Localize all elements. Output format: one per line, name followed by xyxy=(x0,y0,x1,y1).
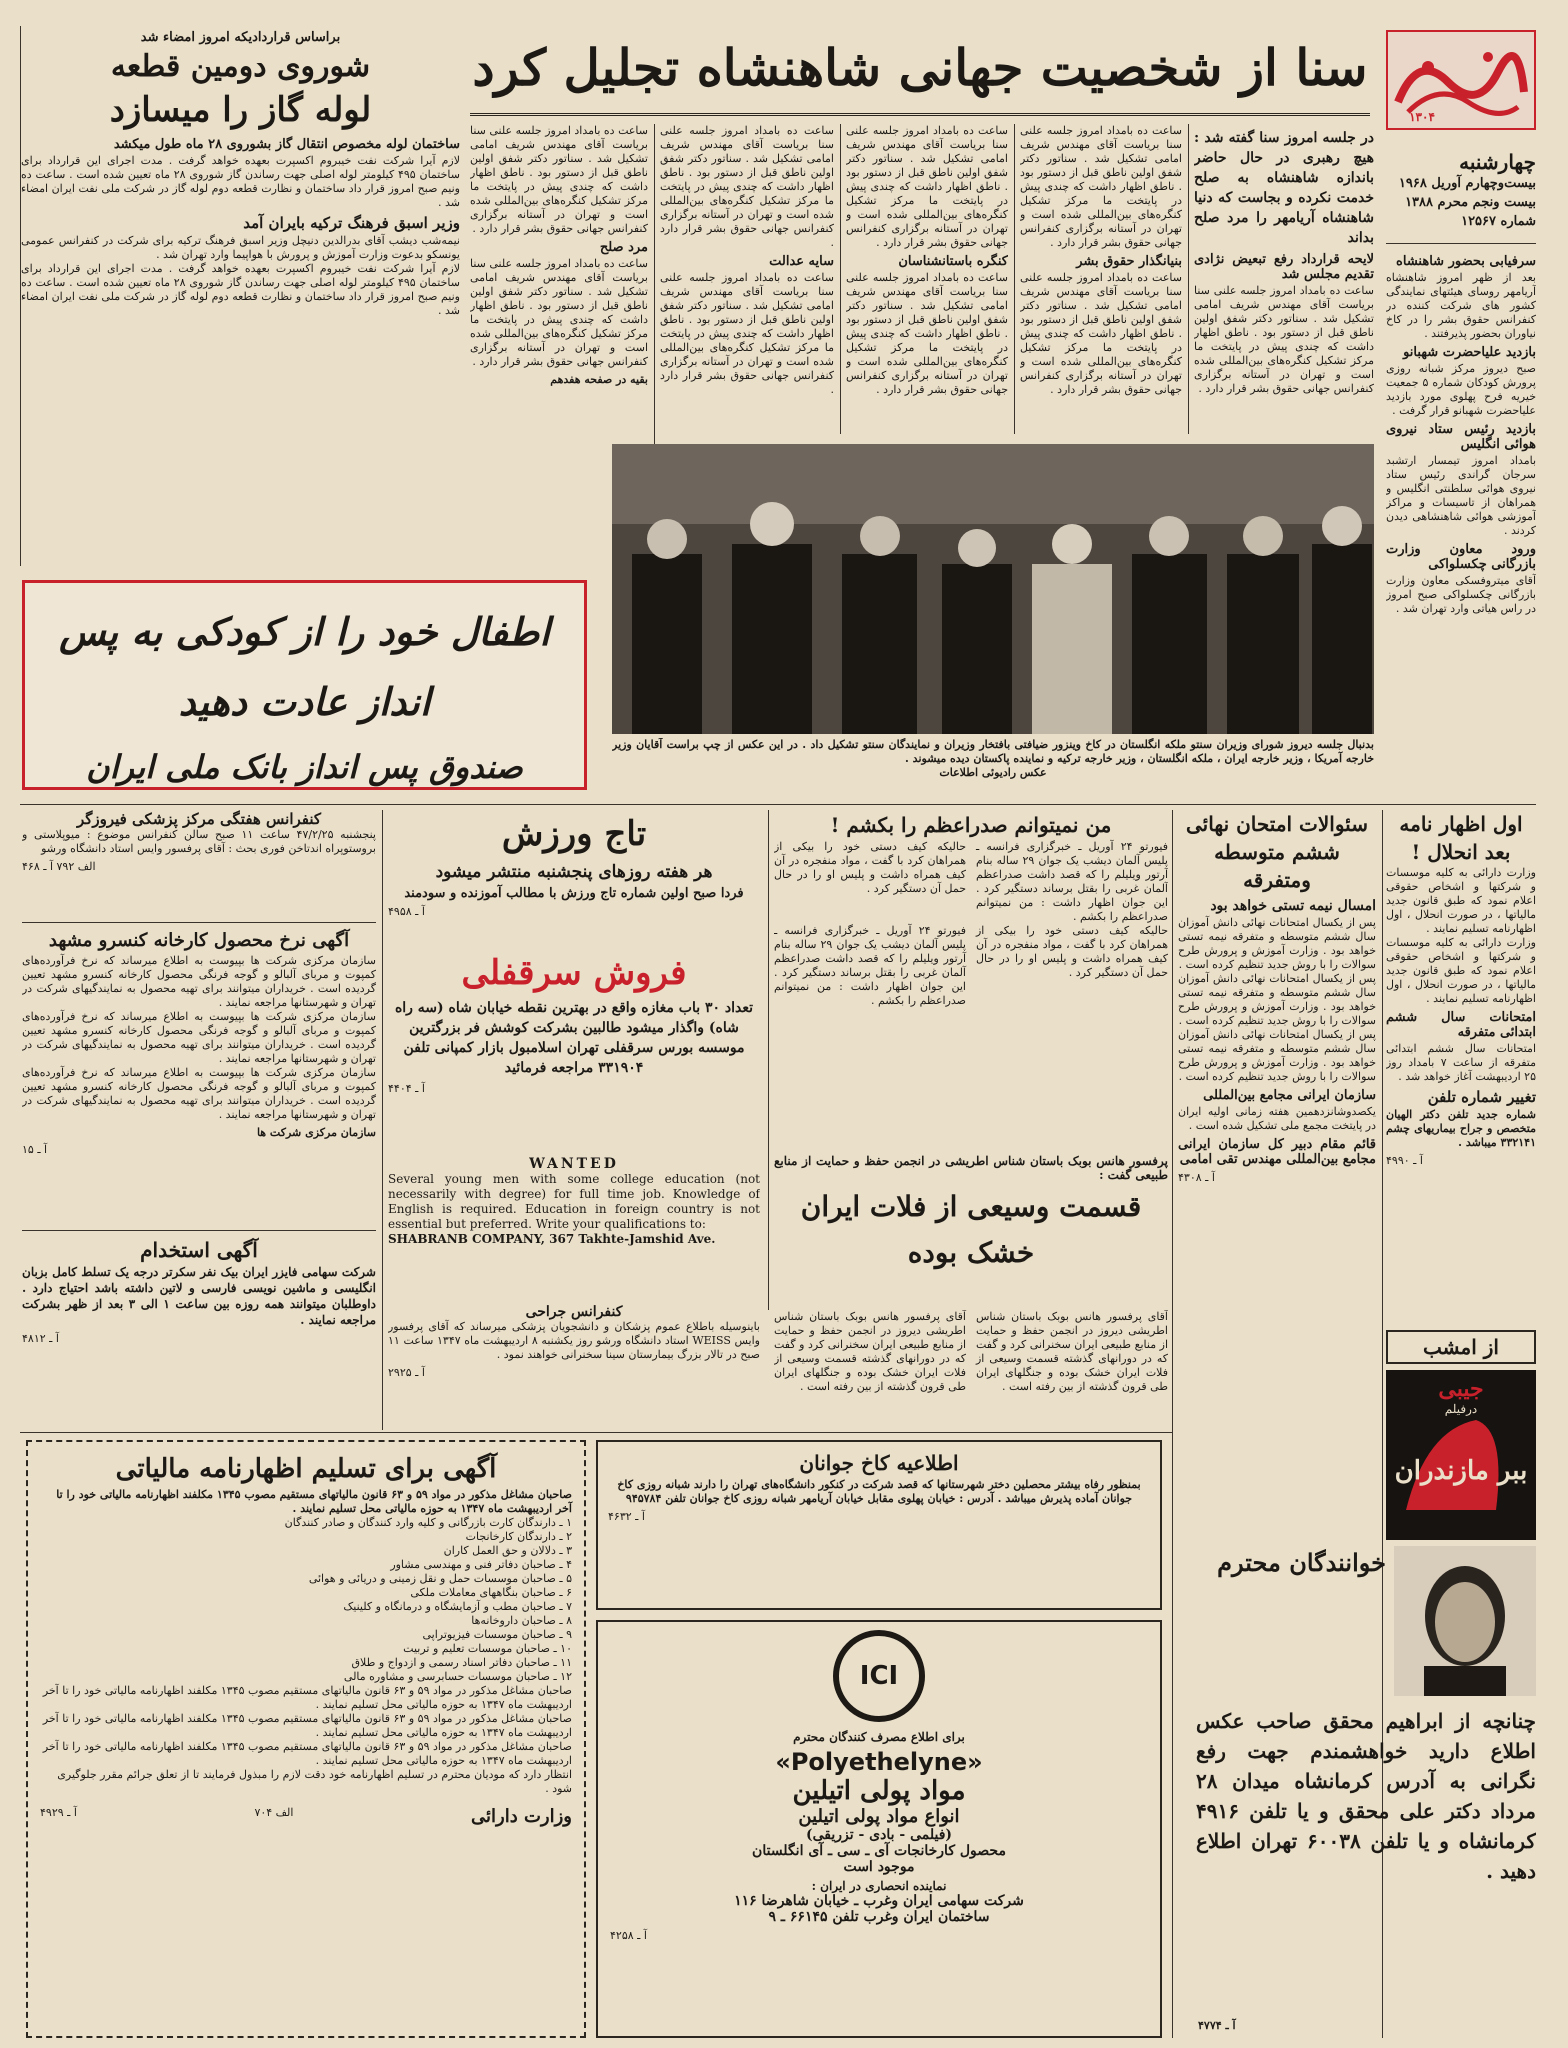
tax-list-6: ۷ ـ صاحبان مطب و آزمایشگاه و درمانگاه و کلینیک xyxy=(343,1600,572,1613)
org-deputy: قائم مقام دبیر کل سازمان ایرانی مجامع بین‌المللی مهندس تقی امامی xyxy=(1178,1137,1376,1167)
bank-ad-line-1: اطفال خود را از کودکی به پس انداز عادت دهید xyxy=(59,609,550,724)
ici-types: انواع مواد پولی اتیلین xyxy=(798,1806,960,1827)
tax-right-title: اول اظهار نامه بعد انحلال ! xyxy=(1399,812,1523,864)
iran-kicker: پرفسور هانس بوبک باستان شناس اطریشی در انجمن حفظ و حمایت از منابع طبیعی گفت : xyxy=(774,1154,1168,1182)
price-code: آ ـ ۱۵ xyxy=(22,1143,48,1156)
org-title: سازمان ایرانی مجامع بین‌المللی xyxy=(1203,1088,1376,1103)
kakh-title: اطلاعیه کاخ جوانان xyxy=(799,1451,959,1475)
org-body: یکصدوشانزدهمین هفته زمانی اولیه ایران در پایتخت مجمع ملی تشکیل شده است . xyxy=(1178,1105,1376,1132)
tax-list-1: ۲ ـ دارندگان کارخانجات xyxy=(465,1530,572,1543)
ici-types-sub: (فیلمی - بادی - تزریقی) xyxy=(805,1827,953,1843)
film-title: ببر مازندران xyxy=(1394,1456,1528,1486)
tonight-label: از امشب xyxy=(1423,1335,1499,1359)
wanted-body: Several young men with some college education (not necessarily with degree) for full time job. Knowledge of English is required. Education in foreign country is not essential but preferred. Write your qualifications to: xyxy=(388,1172,760,1231)
employment-body: شرکت سهامی فایزر ایران بیک نفر سکرتر درجه یک تسلط کامل بزبان انگلیسی و ماشین نویسی فارسی و لاتین داشته باشد احتیاج دارد . داوطلبان میتوانند همه روزه بین ساعت ۱ الی ۳ بعد از ظهر بشرکت مراجعه نمایند . xyxy=(22,1265,376,1327)
tax-title: آگهی برای تسلیم اظهارنامه مالیاتی xyxy=(115,1454,497,1484)
iran-story xyxy=(774,1150,1168,1310)
tax-signature: وزارت دارائی xyxy=(470,1806,572,1827)
sale-ad xyxy=(388,948,760,1148)
conference-code: الف ۷۹۲ آ ـ ۴۶۸ xyxy=(22,860,96,873)
tax-right-sub: امتحانات سال ششم ابتدائی متفرقه xyxy=(1386,1010,1536,1040)
ici-ad xyxy=(596,1620,1162,2038)
exams-body: پس از یکسال امتحانات نهائی دانش آموزان سال ششم متوسطه و متفرقه نیمه تستی خواهد بود . وزارت آموزش و پرورش طرح سوالات را با روش جدید تنظیم کرده است . xyxy=(1178,916,1376,971)
tax-right-body-2: وزارت دارائی به کلیه موسسات و شرکتها و اشخاص حقوقی اعلام نمود که طبق قانون جدید مالیاتها ، در صورت انحلال ، اول اظهارنامه تسلیم نمایند . xyxy=(1386,936,1536,1005)
date-line-1: بیست‌وچهارم آوریل ۱۹۶۸ xyxy=(1398,176,1536,191)
headline-col-4 xyxy=(660,124,834,434)
tax-body-3: صاحبان مشاغل مذکور در مواد ۵۹ و ۶۳ قانون مالیاتهای مستقیم مصوب ۱۳۴۵ مکلفند اظهارنامه مالیاتی خود را تا آخر اردیبهشت ماه ۱۳۴۷ به حوزه مالیاتی محل تسلیم نمایند . xyxy=(42,1712,572,1739)
tax-list-3: ۴ ـ صاحبان دفاتر فنی و مهندسی مشاور xyxy=(390,1558,572,1571)
sale-body: تعداد ۳۰ باب مغازه واقع در بهترین نقطه خیابان شاه (سه راه شاه) واگذار میشود طالبین بشرکت کوشش فر بزرگترین موسسه بورس سرقفلی تهران اسلامبول بازار کمپانی تلفن ۳۳۱۹۰۴ مراجعه فرمائید xyxy=(394,1000,754,1076)
tax-code-left: آ ـ ۴۹۲۹ xyxy=(40,1806,77,1819)
tax-right-sub-body: امتحانات سال ششم ابتدائی متفرقه از ساعت ۷ بامداد روز ۲۵ اردیبهشت آغاز خواهد شد . xyxy=(1386,1042,1536,1083)
tax-list-7: ۸ ـ صاحبان داروخانه‌ها xyxy=(471,1614,572,1627)
employment-title: آگهی استخدام xyxy=(140,1238,258,1262)
headline-col-5-text-b: ساعت ده بامداد امروز جلسه علنی سنا بریاست آقای مهندس شریف امامی تشکیل شد . سناتور دکتر شفق اولین ناطق قبل از دستور بود . ناطق اظهار داشت که چندی پیش در پایتخت ما مرکز تشکیل کنگره‌های بین‌المللی شده است و تهران در آستانه برگزاری کنفرانس جهانی حقوق بشر قرار دارد . xyxy=(470,257,648,368)
price-body-2: سازمان مرکزی شرکت ها بپیوست به اطلاع میرساند که نرخ فرآورده‌های کمپوت و مربای آلبالو و گوجه فرنگی محصول کارخانه کنسرو مشهد تعیین گردیده است . خریداران میتوانند برای تهیه محصول به نمایندگیهای شرکت در تهران و شهرستانها مراجعه نمایند . xyxy=(22,1010,376,1065)
tl-body-2: نیمه‌شب دیشب آقای بدرالدین دنیچل وزیر اسبق فرهنگ ترکیه برای شرکت در کنفرانس عمومی یونسکو بدعوت وزارت آموزش و پرورش با هواپیما وارد تهران شد . xyxy=(21,234,460,261)
headline-sub-caption-4: مرد صلح xyxy=(599,240,648,255)
conference-title: کنفرانس هفتگی مرکز پزشکی فیروزگر xyxy=(76,810,322,828)
conference-body: پنجشنبه ۴۷/۲/۲۵ ساعت ۱۱ صبح سالن کنفرانس موضوع : میوپلاستی و بروستوپراه اندتاخن فوری بحث : آقای پرفسور وایس استاد دانشگاه ورشو xyxy=(22,828,376,855)
surgery-code: آ ـ ۲۹۲۵ xyxy=(388,1366,425,1379)
tax-list-11: ۱۲ ـ صاحبان موسسات حسابرسی و مشاوره مالی xyxy=(343,1670,572,1683)
headline-title: سنا از شخصیت جهانی شاهنشاه تجلیل کرد xyxy=(472,38,1368,97)
tl-title-1: شوروی دومین قطعه xyxy=(110,49,371,84)
headline-body: ساعت ده بامداد امروز جلسه علنی سنا بریاست آقای مهندس شریف امامی تشکیل شد . سناتور دکتر شفق اولین ناطق قبل از دستور بود . ناطق اظهار داشت که چندی پیش در پایتخت ما مرکز تشکیل کنگره‌های بین‌المللی شده است و تهران در آستانه برگزاری کنفرانس جهانی حقوق بشر قرار دارد . xyxy=(1194,284,1374,395)
headline-col-3-text: ساعت ده بامداد امروز جلسه علنی سنا بریاست آقای مهندس شریف امامی تشکیل شد . سناتور دکتر شفق اولین ناطق قبل از دستور بود . ناطق اظهار داشت که چندی پیش در پایتخت ما مرکز تشکیل کنگره‌های بین‌المللی شده است و تهران در آستانه برگزاری کنفرانس جهانی حقوق بشر قرار دارد . xyxy=(846,124,1008,249)
exams-body-3: پس از یکسال امتحانات نهائی دانش آموزان سال ششم متوسطه و متفرقه نیمه تستی خواهد بود . وزارت آموزش و پرورش طرح سوالات را با روش جدید تنظیم کرده است . xyxy=(1178,1028,1376,1083)
pm-body-3: حالیکه کیف دستی خود را بیکی از همراهان کرد با گفت ، مواد منفجره در آن کیف همراه داشت و پلیس او را در حال حمل آن دستگیر کرد . xyxy=(976,924,1168,979)
tax-list-0: ۱ ـ دارندگان کارت بازرگانی و کلیه وارد کنندگان و صادر کنندگان xyxy=(284,1516,572,1529)
headline-col-3 xyxy=(846,124,1008,434)
headline-col-2 xyxy=(1020,124,1182,434)
tax-list-4: ۵ ـ صاحبان موسسات حمل و نقل زمینی و دریائی و هوائی xyxy=(308,1572,572,1585)
item1-title: سرفیابی بحضور شاهنشاه xyxy=(1396,254,1536,269)
headline-col-2-text-b: ساعت ده بامداد امروز جلسه علنی سنا بریاست آقای مهندس شریف امامی تشکیل شد . سناتور دکتر شفق اولین ناطق قبل از دستور بود . ناطق اظهار داشت که چندی پیش در پایتخت ما مرکز تشکیل کنگره‌های بین‌المللی شده است و تهران در آستانه برگزاری کنفرانس جهانی حقوق بشر قرار دارد . xyxy=(1020,271,1182,396)
ici-maker: محصول کارخانجات آی ـ سی ـ آی انگلستان xyxy=(752,1843,1006,1859)
phone-body: شماره جدید تلفن دکتر الهیان متخصص و جراح بیماریهای چشم ۳۳۲۱۴۱ میباشد . xyxy=(1386,1108,1536,1149)
item2-title: بازدید علیاحضرت شهبانو xyxy=(1403,345,1536,360)
employment-code: آ ـ ۴۸۱۲ xyxy=(22,1332,59,1345)
top-left-story xyxy=(20,26,460,566)
headline-col-4-text-b: ساعت ده بامداد امروز جلسه علنی سنا بریاست آقای مهندس شریف امامی تشکیل شد . سناتور دکتر شفق اولین ناطق قبل از دستور بود . ناطق اظهار داشت که چندی پیش در پایتخت ما مرکز تشکیل کنگره‌های بین‌المللی شده است و تهران در آستانه برگزاری کنفرانس جهانی حقوق بشر قرار دارد . xyxy=(660,271,834,396)
wanted-ad xyxy=(388,1156,760,1296)
film-ad xyxy=(1386,1370,1536,1540)
item3-title: بازدید رئیس ستاد نیروی هوائی انگلیس xyxy=(1386,422,1536,452)
day-name: چهارشنبه xyxy=(1459,150,1536,174)
tax-list-10: ۱۱ ـ صاحبان دفاتر اسناد رسمی و ازدواج و طلاق xyxy=(351,1656,572,1669)
tax-list-8: ۹ ـ صاحبان موسسات فیزیوتراپی xyxy=(422,1628,572,1641)
ici-code: آ ـ ۴۲۵۸ xyxy=(610,1929,647,1942)
headline-sub-caption-2: کنگره باستانشناسان xyxy=(898,254,1008,269)
exams-title: سئوالات امتحان نهائی ششم متوسطه ومتفرقه xyxy=(1186,812,1368,892)
photo-caption xyxy=(612,738,1374,798)
phone-code: آ ـ ۴۹۹۰ xyxy=(1386,1154,1423,1167)
readers-body: چنانچه از ابراهیم محقق صاحب عکس اطلاع دارید خواهشمندم جهت رفع نگرانی به آدرس کرمانشاه میدان ۲۸ مرداد دکتر علی محقق و یا تلفن ۴۹۱۶ کرمانشاه و یا تلفن ۶۰۰۳۸ تهران اطلاع دهید . xyxy=(1196,1709,1536,1883)
person-portrait-icon xyxy=(1394,1546,1536,1696)
headline-lede-sub: لایحه قرارداد رفع تبعیض نژادی تقدیم مجلس شد xyxy=(1194,252,1374,282)
item4-title: ورود معاون وزارت بازرگانی چکسلواکی xyxy=(1386,542,1536,572)
item3-body: بامداد امروز تیمسار ارتشبد سرجان گراندی رئیس ستاد نیروی هوائی سلطنتی انگلیس و همراهان از تاسیسات و مراکز آموزشی هوائی شاهنشاهی دیدن کردند . xyxy=(1386,454,1536,537)
item4-body: آقای میتروفسکی معاون وزارت بازرگانی چکسلواکی صبح امروز در راس هیاتی وارد تهران شد . xyxy=(1386,574,1536,615)
pm-title: من نمیتوانم صدراعظم را بکشم ! xyxy=(830,813,1112,837)
readers-code: آ ـ ۴۷۷۴ xyxy=(1198,2019,1236,2032)
photo-credit: عکس رادیوئی اطلاعات xyxy=(939,766,1047,779)
ici-rep: نماینده انحصاری در ایران : xyxy=(811,1879,947,1893)
ici-product-fa: مواد پولی اتیلین xyxy=(792,1776,966,1806)
tax-footer-body: انتظار دارد که مودیان محترم در تسلیم اظهارنامه خود دقت لازم را مبذول فرمایند تا از تعلق جرائم مقرر جلوگیری شود . xyxy=(57,1768,572,1795)
tl-body: لازم آیرا شرکت نفت خیبروم اکسپرت بعهده خواهد گرفت . مدت اجرای این قرارداد برای ساختمان ۴۹۵ کیلومتر لوله اصلی جهت رساندن گاز شوروی ۲۸ ماه تعیین شده است . ساعت ده ونیم صبح امروز قرار داد ساختمان و نظارت قطعه دوم لوله گاز در شرکت ملی نفت ایران امضاء شد . xyxy=(21,154,460,209)
headline-sub-caption-3: سایه عدالت xyxy=(769,254,834,269)
tax-right-story xyxy=(1386,810,1536,1320)
pm-body: فیورتو ۲۴ آوریل ـ خبرگزاری فرانسه ـ پلیس آلمان دیشب یک جوان ۲۹ ساله بنام آرتور ویلیلم را که قصد داشت صدراعظم آلمان غربی را بقتل برساند دستگیر کرد . این جوان اظهار داشت : من نمیتوانم صدراعظم را بکشم . xyxy=(976,840,1168,923)
readers-title: خوانندگان محترم xyxy=(1217,1548,1386,1577)
iran-title: قسمت وسیعی از فلات ایران خشک بوده xyxy=(800,1190,1142,1269)
phone-title: تغییر شماره تلفن xyxy=(1427,1088,1536,1106)
headline-continued: بقیه در صفحه هفدهم xyxy=(550,373,648,386)
logo-year: ۱۳۰۴ xyxy=(1409,110,1435,124)
firouzgar-conference xyxy=(22,810,376,920)
tax-right-body: وزارت دارائی به کلیه موسسات و شرکتها و اشخاص حقوقی اعلام نمود که طبق قانون جدید مالیاتها ، در صورت انحلال ، اول اظهارنامه تسلیم نمایند . xyxy=(1386,866,1536,935)
item1-body: بعد از ظهر امروز شاهنشاه آریامهر روسای هیئتهای نمایندگی کشور های شرکت کننده در کنفرانس حقوق بشر را در کاخ نیاوران بحضور پذیرفتند . xyxy=(1386,271,1536,340)
ici-address: شرکت سهامی ایران وغرب ـ خیابان شاهرضا ۱۱۶ xyxy=(734,1893,1024,1909)
masthead-logo xyxy=(1386,30,1536,130)
exams-sub: امسال نیمه تستی خواهد بود xyxy=(1210,898,1376,914)
date-line-3: شماره ۱۲۵۶۷ xyxy=(1461,214,1536,229)
surgery-notice xyxy=(388,1304,760,1424)
ici-stock: موجود است xyxy=(843,1859,915,1875)
film-actor: جیبی xyxy=(1438,1376,1484,1402)
bank-savings-ad xyxy=(22,580,587,790)
taj-ad xyxy=(388,810,760,940)
headline-sub-caption: بنیانگذار حقوق بشر xyxy=(1076,254,1182,269)
tl-title-2: لوله گاز را میسازد xyxy=(109,90,372,130)
headline-lede-text: در جلسه امروز سنا گفته شد : هیچ رهبری در حال حاضر باندازه شاهنشاه به صلح خدمت نکرده و بجاست که دنیا شاهنشاه آریامهر را مرد صلح بداند xyxy=(1194,130,1374,246)
pm-story xyxy=(774,810,1168,1150)
photo xyxy=(612,444,1374,734)
exams-body-2: پس از یکسال امتحانات نهائی دانش آموزان سال ششم متوسطه و متفرقه نیمه تستی خواهد بود . وزارت آموزش و پرورش طرح سوالات را با روش جدید تنظیم کرده است . xyxy=(1178,972,1376,1027)
ici-logo xyxy=(833,1630,925,1722)
tax-body-2: صاحبان مشاغل مذکور در مواد ۵۹ و ۶۳ قانون مالیاتهای مستقیم مصوب ۱۳۴۵ مکلفند اظهارنامه مالیاتی خود را تا آخر اردیبهشت ماه ۱۳۴۷ به حوزه مالیاتی محل تسلیم نمایند . xyxy=(42,1684,572,1711)
item2-body: صبح دیروز مرکز شبانه روزی پرورش کودکان شماره ۵ جمعیت خیریه فرح پهلوی مورد بازدید علیاحضرت شهبانو قرار گرفت . xyxy=(1386,362,1536,417)
taj-body: هر هفته روزهای پنجشنبه منتشر میشود xyxy=(435,862,713,882)
tax-list-5: ۶ ـ صاحبان بنگاههای معاملات ملکی xyxy=(410,1586,572,1599)
tax-body-4: صاحبان مشاغل مذکور در مواد ۵۹ و ۶۳ قانون مالیاتهای مستقیم مصوب ۱۳۴۵ مکلفند اظهارنامه مالیاتی خود را تا آخر اردیبهشت ماه ۱۳۴۷ به حوزه مالیاتی محل تسلیم نمایند . xyxy=(42,1740,572,1767)
sale-title: فروش سرقفلی xyxy=(461,953,687,993)
ici-intro: برای اطلاع مصرف کنندگان محترم xyxy=(793,1730,965,1744)
right-column-news xyxy=(1386,250,1536,798)
taj-code: آ ـ ۴۹۵۸ xyxy=(388,905,425,918)
iran-body-2: آقای پرفسور هانس بوبک باستان شناس اطریشی دیروز در انجمن حفظ و حمایت از منابع طبیعی ایران سخنرانی کرد و گفت که در دورانهای گذشته قسمت وسیعی از فلات ایران خشک بوده و جنگلهای ایران طی قرون گذشته از بین رفته است . xyxy=(774,1310,966,1393)
main-headline xyxy=(470,26,1370,116)
ici-address-2: ساختمان ایران وغرب تلفن ۶۶۱۴۵ ـ ۹ xyxy=(768,1909,990,1925)
price-notice xyxy=(22,928,376,1228)
readers-notice xyxy=(1194,1546,1536,2036)
taj-body-2: فردا صبح اولین شماره تاج ورزش با مطالب آموزنده و سودمند xyxy=(404,886,744,901)
kakh-body: بمنظور رفاه بیشتر محصلین دختر شهرستانها که قصد شرکت در کنکور دانشگاه‌های تهران را دارند شبانه روزی کاخ جوانان آماده پذیرش میباشد . آدرس : خیابان پهلوی مقابل خیابان آریامهر شبانه روزی کاخ جوانان تلفن ۹۴۵۷۸۴ xyxy=(617,1478,1141,1505)
headline-col-5-text: ساعت ده بامداد امروز جلسه علنی سنا بریاست آقای مهندس شریف امامی تشکیل شد . سناتور دکتر شفق اولین ناطق قبل از دستور بود . ناطق اظهار داشت که چندی پیش در پایتخت ما مرکز تشکیل کنگره‌های بین‌المللی شده است و تهران در آستانه برگزاری کنفرانس جهانی حقوق بشر قرار دارد . xyxy=(470,124,648,235)
headline-col-3-text-b: ساعت ده بامداد امروز جلسه علنی سنا بریاست آقای مهندس شریف امامی تشکیل شد . سناتور دکتر شفق اولین ناطق قبل از دستور بود . ناطق اظهار داشت که چندی پیش در پایتخت ما مرکز تشکیل کنگره‌های بین‌المللی شده است و تهران در آستانه برگزاری کنفرانس جهانی حقوق بشر قرار دارد . xyxy=(846,271,1008,396)
ici-logo-text: ICI xyxy=(859,1661,899,1691)
taj-title: تاج ورزش xyxy=(501,814,647,854)
bank-ad-line-2: صندوق پس انداز بانک ملی ایران xyxy=(86,748,523,786)
price-body-3: سازمان مرکزی شرکت ها بپیوست به اطلاع میرساند که نرخ فرآورده‌های کمپوت و مربای آلبالو و گوجه فرنگی محصول کارخانه کنسرو مشهد تعیین گردیده است . خریداران میتوانند برای تهیه محصول به نمایندگیهای شرکت در تهران و شهرستانها مراجعه نمایند . xyxy=(22,1066,376,1121)
employment-ad xyxy=(22,1236,376,1426)
surgery-title: کنفرانس جراحی xyxy=(525,1304,623,1320)
price-title: آگهی نرخ محصول کارخانه کنسرو مشهد xyxy=(48,930,350,951)
org-code: آ ـ ۴۳۰۸ xyxy=(1178,1171,1215,1184)
exams-story xyxy=(1178,810,1376,1430)
headline-lede xyxy=(1194,124,1374,434)
pm-body-2: حالیکه کیف دستی خود را بیکی از همراهان کرد با گفت ، مواد منفجره در آن کیف همراه داشت و پلیس او را در حال حمل آن دستگیر کرد . xyxy=(774,840,966,895)
portrait xyxy=(1394,1546,1536,1696)
headline-col-2-text: ساعت ده بامداد امروز جلسه علنی سنا بریاست آقای مهندس شریف امامی تشکیل شد . سناتور دکتر شفق اولین ناطق قبل از دستور بود . ناطق اظهار داشت که چندی پیش در پایتخت ما مرکز تشکیل کنگره‌های بین‌المللی شده است و تهران در آستانه برگزاری کنفرانس جهانی حقوق بشر قرار دارد . xyxy=(1020,124,1182,249)
tl-kicker: براساس قراردادیکه امروز امضاء شد xyxy=(140,30,341,45)
tonight-label-box xyxy=(1386,1330,1536,1364)
wanted-company: SHABRANB COMPANY, 367 Takhte-Jamshid Ave. xyxy=(388,1232,716,1246)
tax-list-2: ۳ ـ دلالان و حق العمل کاران xyxy=(443,1544,572,1557)
ici-product-en: «Polyethelyne» xyxy=(775,1748,983,1776)
tax-code-small: الف ۷۰۴ xyxy=(254,1806,294,1819)
pm-body-4: فیورتو ۲۴ آوریل ـ خبرگزاری فرانسه ـ پلیس آلمان دیشب یک جوان ۲۹ ساله بنام آرتور ویلیلم را که قصد داشت صدراعظم آلمان غربی را بقتل برساند دستگیر کرد . این جوان اظهار داشت : من نمیتوانم صدراعظم را بکشم . xyxy=(774,924,966,1007)
tl-sub: وزیر اسبق فرهنگ ترکیه بایران آمد xyxy=(243,214,460,232)
price-footer: سازمان مرکزی شرکت ها xyxy=(256,1126,376,1139)
tl-body-3: لازم آیرا شرکت نفت خیبروم اکسپرت بعهده خواهد گرفت . مدت اجرای این قرارداد برای ساختمان ۴۹۵ کیلومتر لوله اصلی جهت رساندن گاز شوروی ۲۸ ماه تعیین شده است . ساعت ده ونیم صبح امروز قرار داد ساختمان و نظارت قطعه دوم لوله گاز در شرکت ملی نفت ایران امضاء شد . xyxy=(21,262,460,317)
iran-body: آقای پرفسور هانس بوبک باستان شناس اطریشی دیروز در انجمن حفظ و حمایت از منابع طبیعی ایران سخنرانی کرد و گفت که در دورانهای گذشته قسمت وسیعی از فلات ایران خشک بوده و جنگلهای ایران طی قرون گذشته از بین رفته است . xyxy=(976,1310,1168,1393)
kakh-code: آ ـ ۴۶۳۲ xyxy=(608,1510,645,1523)
photo-caption-text: بدنبال جلسه دیروز شورای وزیران سنتو ملکه انگلستان در کاخ وینزور ضیافتی بافتخار وزیران و نمایندگان سنتو تشکیل داد . در این عکس از چپ براست آقایان وزیر خارجه آمریکا ، وزیر خارجه ایران ، ملکه انگلستان ، وزیر خارجه ترکیه و نماینده پاکستان دیده میشوند . xyxy=(612,738,1374,765)
tax-notice-box xyxy=(26,1440,586,2038)
film-note: درفیلم xyxy=(1444,1402,1478,1416)
headline-col-4-text: ساعت ده بامداد امروز جلسه علنی سنا بریاست آقای مهندس شریف امامی تشکیل شد . سناتور دکتر شفق اولین ناطق قبل از دستور بود . ناطق اظهار داشت که چندی پیش در پایتخت ما مرکز تشکیل کنگره‌های بین‌المللی شده است و تهران در آستانه برگزاری کنفرانس جهانی حقوق بشر قرار دارد . xyxy=(660,124,834,249)
date-line-2: بیست ونجم محرم ۱۳۸۸ xyxy=(1405,195,1536,210)
wanted-title: WANTED xyxy=(529,1156,619,1172)
tax-body: صاحبان مشاغل مذکور در مواد ۵۹ و ۶۳ قانون مالیاتهای مستقیم مصوب ۱۳۴۵ مکلفند اظهارنامه مالیاتی خود را تا آخر اردیبهشت ماه ۱۳۴۷ به حوزه مالیاتی محل تسلیم نمایند . xyxy=(56,1488,572,1515)
sale-code: آ ـ ۴۴۰۴ xyxy=(388,1082,425,1095)
kakh-notice xyxy=(596,1440,1162,1610)
photo-group-image-icon xyxy=(612,444,1374,734)
tax-list-9: ۱۰ ـ صاحبان موسسات تعلیم و تربیت xyxy=(403,1642,572,1655)
tl-bullet: ساختمان لوله مخصوص انتقال گاز بشوروی ۲۸ ماه طول میکشد xyxy=(113,137,460,152)
surgery-body: باینوسیله باطلاع عموم پزشکان و دانشجویان پزشکی میرساند که آقای پرفسور وایس WEISS استاد دانشگاه ورشو روز یکشنبه ۸ اردیبهشت ماه ۱۳۴۷ ساعت ۱۱ صبح در تالار بزرگ بیمارستان سینا سخنرانی خواهند نمود . xyxy=(388,1320,760,1361)
price-body: سازمان مرکزی شرکت ها بپیوست به اطلاع میرساند که نرخ فرآورده‌های کمپوت و مربای آلبالو و گوجه فرنگی محصول کارخانه کنسرو مشهد تعیین گردیده است . خریداران میتوانند برای تهیه محصول به نمایندگیهای شرکت در تهران و شهرستانها مراجعه نمایند . xyxy=(22,954,376,1009)
